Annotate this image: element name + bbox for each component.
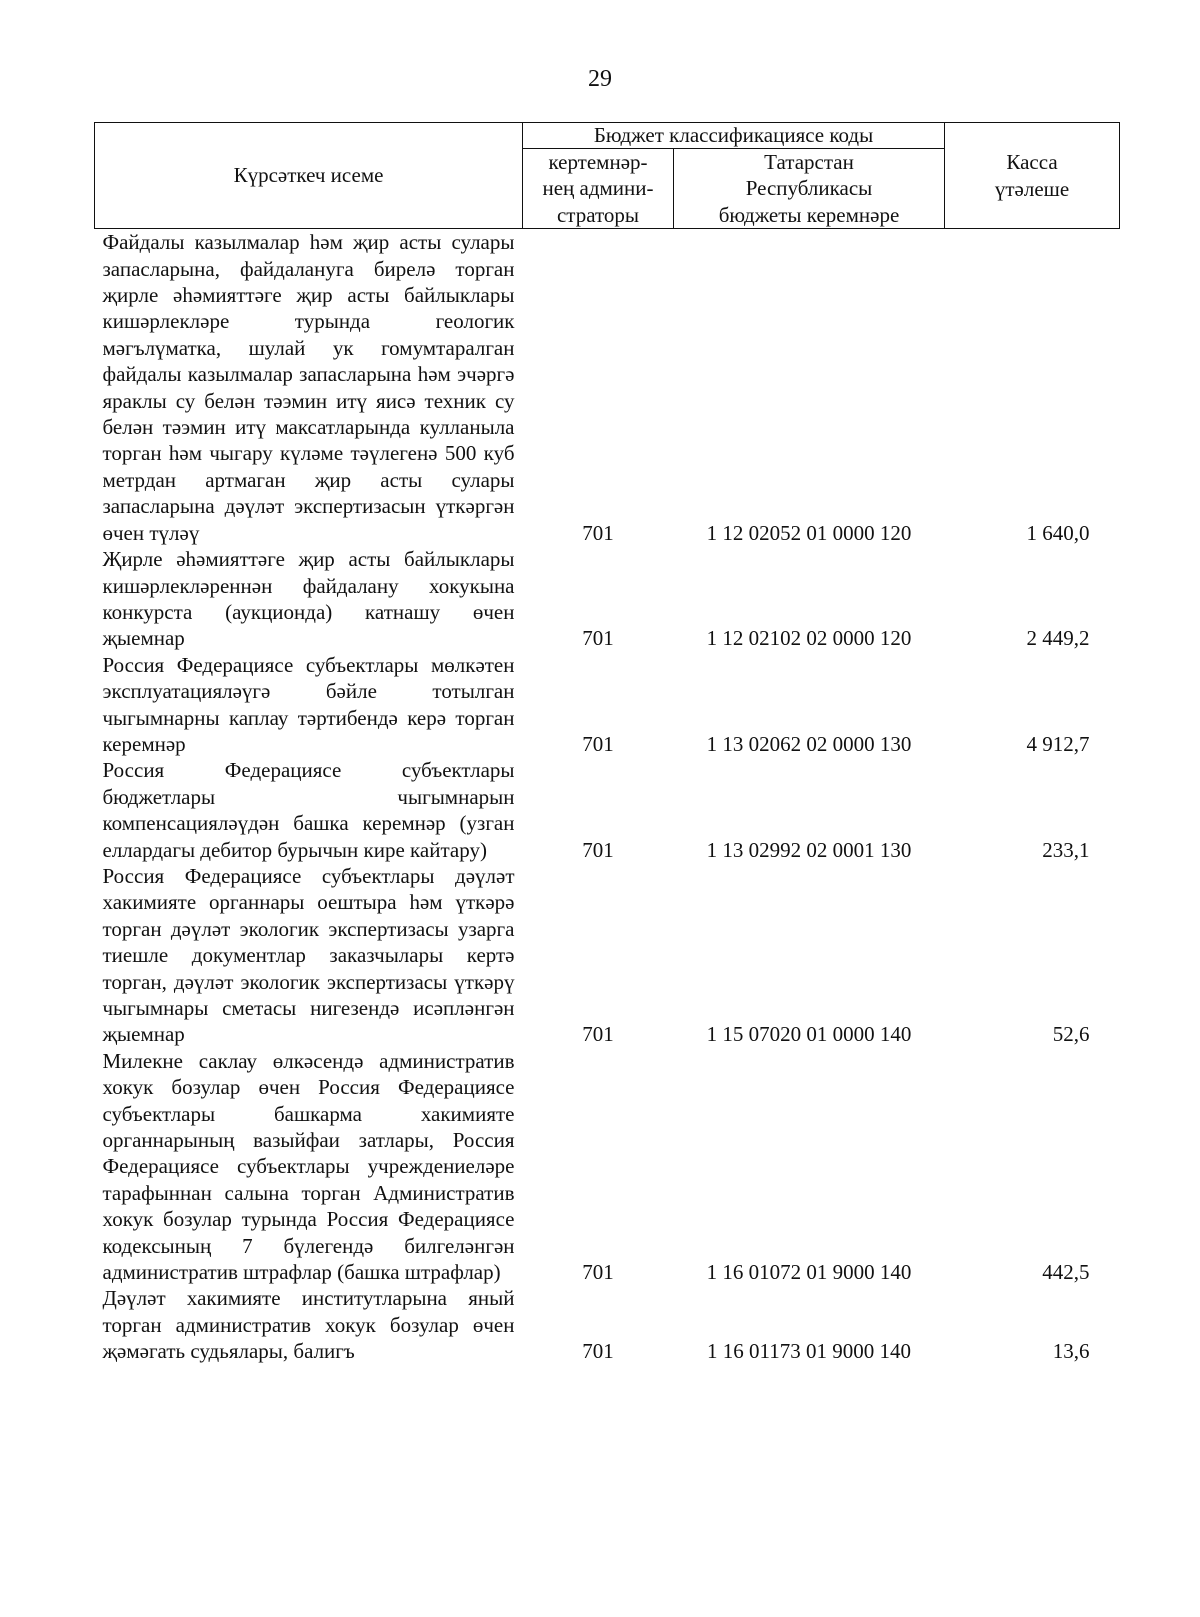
header-admin [523, 149, 674, 229]
row-indicator-name: Файдалы казылмалар һәм җир асты сулары запасларына, файдалануга бирелә торган җирле әһәмияттәге җир асты байлыклары кишәрлекләре турында геологик мәгълүматка, шулай ук гомумтаралган файдалы казылмалар запасларына һәм эчәргә яраклы су белән тәэмин итү яисә техник су белән тәэмин итү максатларында кулланыла торган һәм чыгару күләме тәүлегенә 500 куб метрдан артмаган җир асты сулары запасларына дәүләт экспертизасын үткәргән өчен түләү [102, 230, 515, 545]
row-indicator-name: Россия Федерациясе субъектлары бюджетлары чыгымнарын компенсацияләүдән башка керемнәр (узган еллардагы дебитор бурычын кире кайтару) [102, 758, 515, 862]
row-admin-code: 701 [582, 731, 614, 756]
row-budget-code: 1 13 02062 02 0000 130 [706, 731, 912, 756]
table-row [95, 652, 1120, 758]
row-admin-code: 701 [582, 520, 614, 545]
row-cash-amount: 13,6 [1052, 1339, 1090, 1364]
table-body [95, 229, 1120, 1365]
table-row [95, 863, 1120, 1048]
row-budget-code: 1 13 02992 02 0001 130 [706, 837, 912, 862]
table-row [95, 757, 1120, 863]
row-cash-amount: 442,5 [1042, 1260, 1090, 1285]
row-admin-code: 701 [582, 1022, 614, 1047]
row-cash-amount: 233,1 [1042, 837, 1090, 862]
header-revenue-text: Татарстан Республикасы бюджеты керемнәре [718, 150, 900, 227]
row-indicator-name: Милекне саклау өлкәсендә административ хокук бозулар өчен Россия Федерациясе субъектлары башкарма хакимияте органнарының вазыйфаи затлары, Россия Федерациясе субъектлары учреждениеләре тарафыннан салына торган Административ хокук бозулар турында Россия Федерациясе кодексының 7 бүлегендә билгеләнгән административ штрафлар (башка штрафлар) [102, 1048, 515, 1285]
row-cash-amount: 2 449,2 [1026, 626, 1090, 651]
row-admin-code: 701 [582, 1339, 614, 1364]
header-budget-code-group: Бюджет классификациясе коды [523, 123, 945, 149]
header-indicator-name: Күрсәткеч исеме [95, 123, 523, 229]
row-indicator-name: Дәүләт хакимияте институтларына яный торган административ хокук бозулар өчен җәмәгать судьялары, балигъ [102, 1286, 515, 1364]
row-indicator-name: Россия Федерациясе субъектлары мөлкәтен эксплуатацияләүгә бәйле тотылган чыгымнарны каплау тәртибендә керә торган керемнәр [102, 652, 515, 756]
row-admin-code: 701 [582, 626, 614, 651]
table-row [95, 229, 1120, 546]
header-cash-execution [945, 123, 1120, 229]
row-budget-code: 1 15 07020 01 0000 140 [706, 1022, 912, 1047]
page-number: 29 [588, 66, 612, 92]
table-header [95, 123, 1120, 229]
row-indicator-name: Россия Федерациясе субъектлары дәүләт хакимияте органнары оештыра һәм үткәрә торган дәүләт экологик экспертизасы узарга тиешле документлар заказчылары кертә торган, дәүләт экологик экспертизасы үткәрү чыгымнары сметасы нигезендә исәпләнгән җыемнар [102, 863, 515, 1047]
table-row [95, 1285, 1120, 1364]
row-admin-code: 701 [582, 1260, 614, 1285]
table-row [95, 1048, 1120, 1286]
row-budget-code: 1 16 01072 01 9000 140 [706, 1260, 912, 1285]
header-revenue [674, 149, 945, 229]
header-cash-text: Касса үтәлеше [994, 150, 1070, 201]
row-cash-amount: 4 912,7 [1026, 731, 1090, 756]
row-indicator-name: Җирле әһәмияттәге җир асты байлыклары кишәрлекләреннән файдалану хокукына конкурста (аукционда) катнашу өчен җыемнар [102, 547, 515, 651]
row-budget-code: 1 12 02052 01 0000 120 [706, 520, 912, 545]
row-cash-amount: 1 640,0 [1026, 520, 1090, 545]
row-budget-code: 1 12 02102 02 0000 120 [706, 626, 912, 651]
table-row [95, 546, 1120, 652]
row-cash-amount: 52,6 [1052, 1022, 1090, 1047]
row-admin-code: 701 [582, 837, 614, 862]
budget-revenue-table [94, 122, 1120, 1365]
row-budget-code: 1 16 01173 01 9000 140 [707, 1339, 911, 1364]
header-admin-text: кертемнәр-нең админи-страторы [542, 150, 654, 227]
